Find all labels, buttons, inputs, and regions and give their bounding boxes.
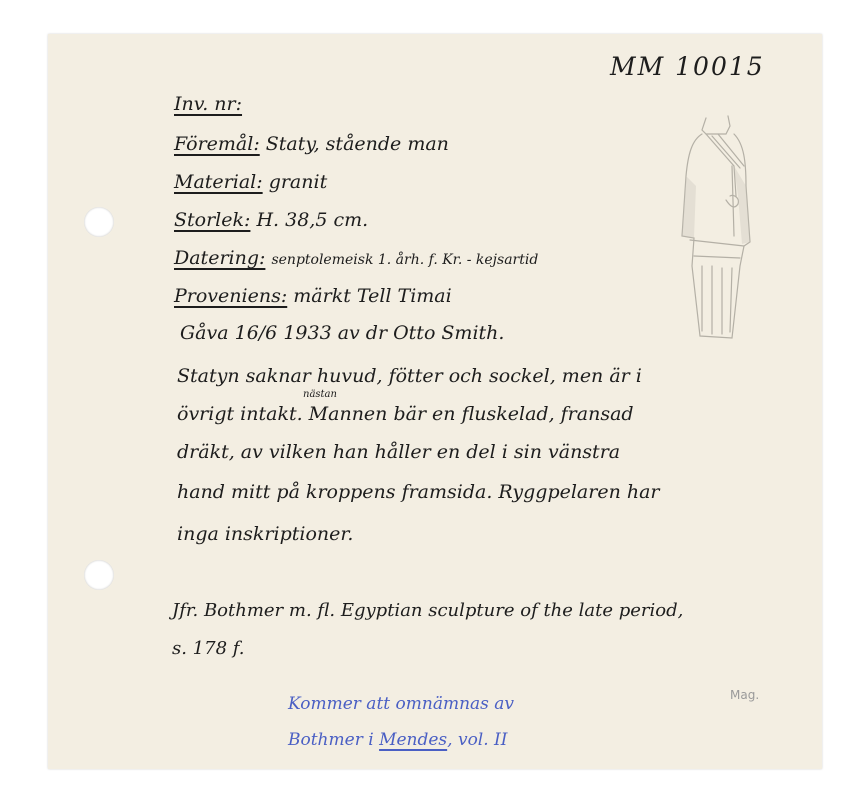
field-value: märkt Tell Timai xyxy=(293,285,452,307)
field-dating xyxy=(174,247,538,269)
description-line: hand mitt på kroppens framsida. Ryggpelaren har xyxy=(177,481,660,503)
description-line: övrigt intakt. Mannen bär en fluskelad, fransad xyxy=(177,403,634,425)
catalog-number: MM 10015 xyxy=(610,52,765,81)
field-object xyxy=(174,133,449,155)
field-value: granit xyxy=(268,171,328,193)
inserted-word: nästan xyxy=(303,389,337,400)
note-text: , vol. II xyxy=(447,730,508,750)
field-size xyxy=(174,209,368,231)
field-label: Föremål: xyxy=(174,133,260,155)
punch-hole-top xyxy=(84,207,114,237)
gift-line: Gåva 16/6 1933 av dr Otto Smith. xyxy=(180,322,505,344)
field-material xyxy=(174,171,327,193)
field-value: H. 38,5 cm. xyxy=(256,209,369,231)
field-label: Storlek: xyxy=(174,209,251,231)
description-line: Statyn saknar huvud, fötter och sockel, men är i xyxy=(177,365,642,387)
field-label: Proveniens: xyxy=(174,285,288,307)
note-text: Bothmer i xyxy=(288,730,374,750)
field-label: Datering: xyxy=(174,247,266,269)
reference-line: s. 178 f. xyxy=(172,638,245,659)
reference-line: Jfr. Bothmer m. fl. Egyptian sculpture of the late period, xyxy=(172,600,684,621)
description-line: inga inskriptioner. xyxy=(177,523,354,545)
field-inv xyxy=(174,93,242,115)
field-value: Staty, stående man xyxy=(265,133,449,155)
stamp-mark: Mag. xyxy=(730,688,760,702)
note-title: Mendes xyxy=(379,730,448,750)
blue-note-line: Kommer att omnämnas av xyxy=(288,694,515,714)
field-label: Material: xyxy=(174,171,263,193)
field-label: Inv. nr: xyxy=(174,93,243,115)
field-value: senptolemeisk 1. årh. f. Kr. - kejsartid xyxy=(271,252,539,268)
punch-hole-bottom xyxy=(84,560,114,590)
blue-note-line xyxy=(288,730,507,750)
field-provenance xyxy=(174,285,452,307)
description-line: dräkt, av vilken han håller en del i sin vänstra xyxy=(177,441,621,463)
statue-sketch xyxy=(672,106,762,346)
